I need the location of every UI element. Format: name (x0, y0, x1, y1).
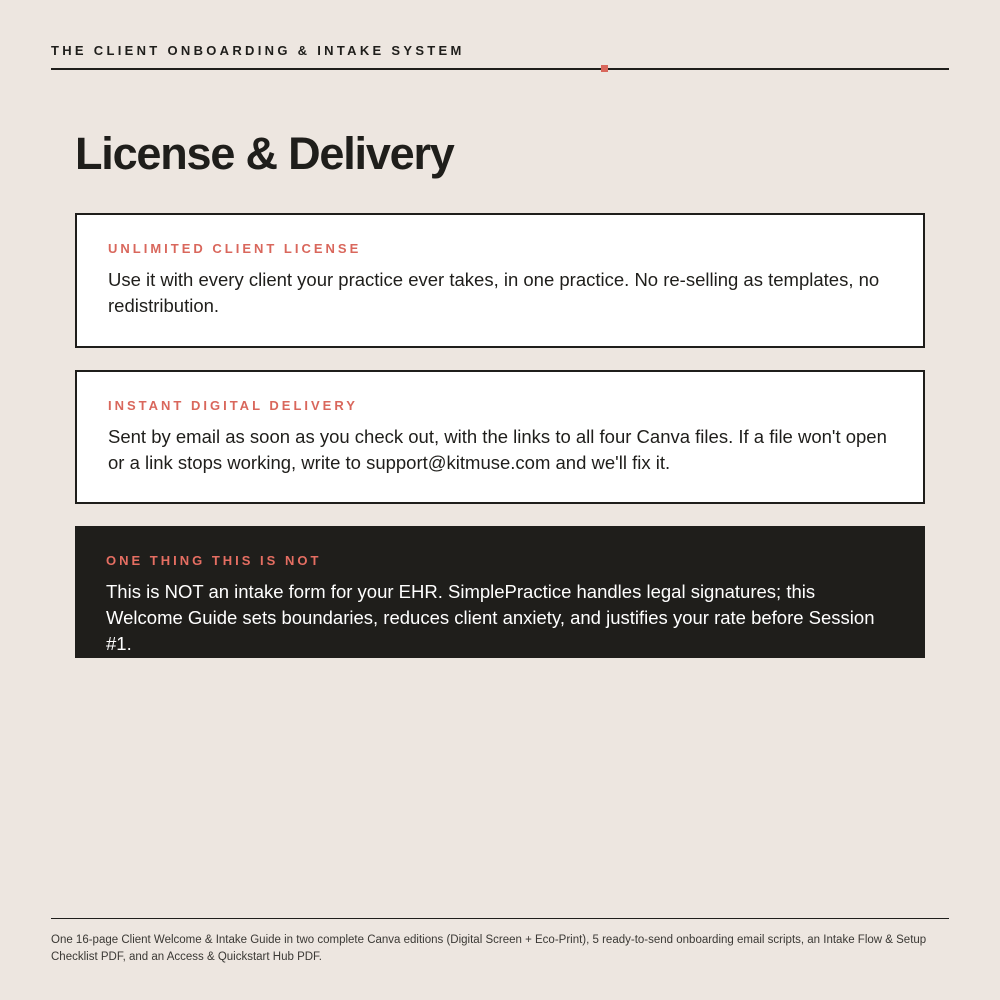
header-title: THE CLIENT ONBOARDING & INTAKE SYSTEM (51, 43, 465, 58)
page-title: License & Delivery (75, 128, 454, 179)
card-label: ONE THING THIS IS NOT (106, 553, 322, 568)
license-card (75, 213, 925, 348)
page-header (51, 43, 949, 58)
accent-square-marker (601, 65, 608, 72)
footer-divider (51, 918, 949, 919)
disclaimer-card (75, 526, 925, 658)
card-body: Sent by email as soon as you check out, with the links to all four Canva files. If a file won't open or a link stops working, write to support@kitmuse.com and we'll fix it. (108, 426, 887, 473)
card-label: INSTANT DIGITAL DELIVERY (108, 398, 358, 413)
footer-text: One 16-page Client Welcome & Intake Guide in two complete Canva editions (Digital Screen + Eco-Print), 5 ready-to-send onboarding email scripts, an Intake Flow & Setup Checklist PDF, and an Access & Quickstart Hub PDF. (51, 934, 927, 963)
page-footer (51, 918, 949, 965)
card-label: UNLIMITED CLIENT LICENSE (108, 241, 362, 256)
card-body: Use it with every client your practice ever takes, in one practice. No re-selling as templates, no redistribution. (108, 269, 880, 316)
header-divider (51, 68, 949, 70)
card-body: This is NOT an intake form for your EHR. SimplePractice handles legal signatures; this Welcome Guide sets boundaries, reduces client anxiety, and justifies your rate before Session #1. (106, 581, 875, 654)
delivery-card (75, 370, 925, 504)
